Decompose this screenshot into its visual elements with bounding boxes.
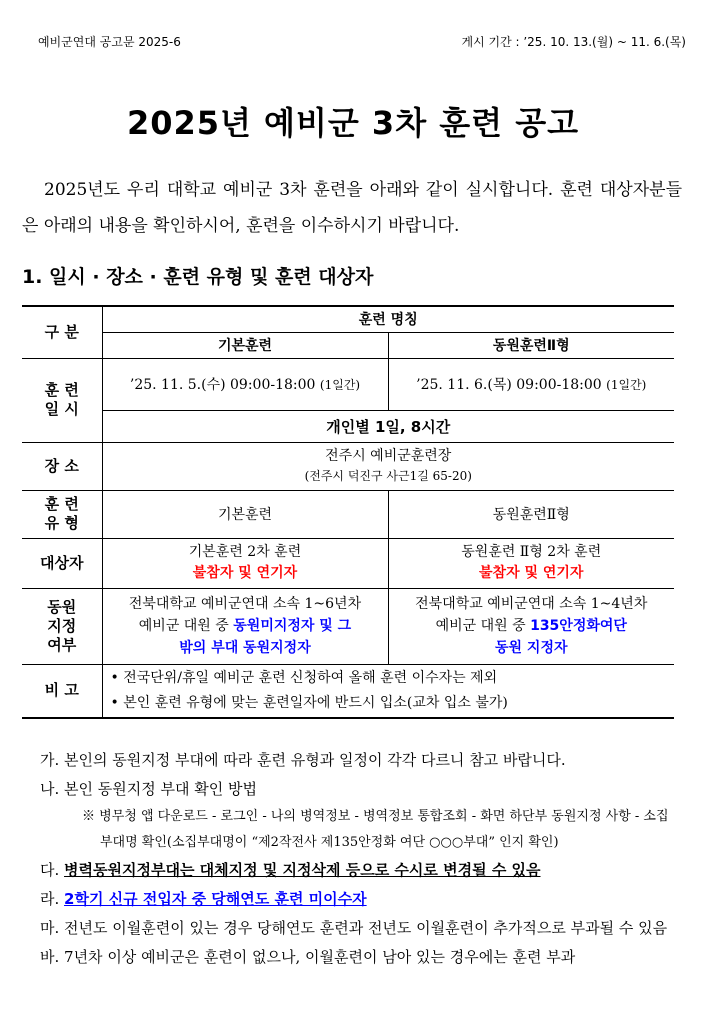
notice-number: 예비군연대 공고문 2025-6 bbox=[38, 35, 181, 49]
place-name: 전주시 예비군훈련장 bbox=[325, 448, 452, 464]
place-label: 장 소 bbox=[22, 442, 102, 490]
date-label: 훈 련 일 시 bbox=[22, 358, 102, 442]
note-ra: 라. 2학기 신규 전입자 중 당해연도 훈련 미이수자 bbox=[40, 890, 367, 908]
training-table bbox=[22, 305, 674, 719]
target-mob-absentees: 불참자 및 연기자 bbox=[479, 565, 584, 581]
mobilization-designation-basic: 전북대학교 예비군연대 소속 1~6년차 예비군 대원 중 동원미지정자 및 그 밖의 부대 동원지정자 bbox=[102, 588, 388, 664]
note-na: 나. 본인 동원지정 부대 확인 방법 bbox=[40, 780, 257, 798]
mobilization-designation-label: 동원 지정 여부 bbox=[22, 588, 102, 664]
col-mobilization-training: 동원훈련Ⅱ형 bbox=[388, 332, 674, 358]
per-person-duration: 개인별 1일, 8시간 bbox=[102, 410, 674, 442]
type-mobilization: 동원훈련Ⅱ형 bbox=[388, 490, 674, 538]
target-mobilization: 동원훈련 Ⅱ형 2차 훈련 불참자 및 연기자 bbox=[388, 538, 674, 588]
place-cell bbox=[102, 442, 674, 490]
target-basic: 기본훈련 2차 훈련 불참자 및 연기자 bbox=[102, 538, 388, 588]
notes-list bbox=[40, 746, 680, 972]
note-da-emphasis: 병력동원지정부대는 대체지정 및 지정삭제 등으로 수시로 변경될 수 있음 bbox=[64, 861, 541, 879]
note-da: 다. 병력동원지정부대는 대체지정 및 지정삭제 등으로 수시로 변경될 수 있음 bbox=[40, 861, 541, 879]
note-ba: 바. 7년차 이상 예비군은 훈련이 없으나, 이월훈련이 남아 있는 경우에는 훈련 부과 bbox=[40, 948, 576, 966]
note-ma: 마. 전년도 이월훈련이 있는 경우 당해연도 훈련과 전년도 이월훈련이 추가적으로 부과될 수 있음 bbox=[40, 919, 668, 937]
remark-item: • 본인 훈련 유형에 맞는 훈련일자에 반드시 입소(교차 입소 불가) bbox=[110, 694, 508, 711]
place-address: (전주시 덕진구 사근1길 65-20) bbox=[304, 469, 472, 483]
training-name-header: 훈련 명칭 bbox=[102, 306, 674, 332]
remark-item: • 전국단위/휴일 예비군 훈련 신청하여 올해 훈련 이수자는 제외 bbox=[110, 669, 498, 686]
page-title: 2025년 예비군 3차 훈련 공고 bbox=[126, 104, 580, 142]
note-ga: 가. 본인의 동원지정 부대에 따라 훈련 유형과 일정이 각각 다르니 참고 바랍니다. bbox=[40, 751, 566, 769]
note-na-detail: ※ 병무청 앱 다운로드 - 로그인 - 나의 병역정보 - 병역정보 통합조회 - 화면 하단부 동원지정 사항 - 소집부대명 확인(소집부대명이 “제2작전사 제135안정화 여단 ○○○부대” 인지 확인) bbox=[82, 809, 669, 850]
posting-period: 게시 기간 : ’25. 10. 13.(월) ~ 11. 6.(목) bbox=[461, 35, 686, 49]
target-label: 대상자 bbox=[22, 538, 102, 588]
intro-paragraph bbox=[22, 172, 682, 244]
date-basic: ’25. 11. 5.(수) 09:00-18:00 (1일간) bbox=[102, 358, 388, 410]
date-mobilization: ’25. 11. 6.(목) 09:00-18:00 (1일간) bbox=[388, 358, 674, 410]
type-basic: 기본훈련 bbox=[102, 490, 388, 538]
target-basic-absentees: 불참자 및 연기자 bbox=[192, 565, 298, 581]
gubun-label: 구 분 bbox=[22, 306, 102, 358]
type-label: 훈 련 유 형 bbox=[22, 490, 102, 538]
section-heading-1: 1. 일시 · 장소 · 훈련 유형 및 훈련 대상자 bbox=[22, 266, 374, 288]
col-basic-training: 기본훈련 bbox=[102, 332, 388, 358]
intro-text: 2025년도 우리 대학교 예비군 3차 훈련을 아래와 같이 실시합니다. 훈련 대상자분들은 아래의 내용을 확인하시어, 훈련을 이수하시기 바랍니다. bbox=[22, 180, 682, 236]
remarks-cell bbox=[102, 664, 674, 718]
note-ra-emphasis: 2학기 신규 전입자 중 당해연도 훈련 미이수자 bbox=[64, 890, 367, 908]
remarks-label: 비 고 bbox=[22, 664, 102, 718]
mobilization-designation-mob: 전북대학교 예비군연대 소속 1~4년차 예비군 대원 중 135안정화여단 동원 지정자 bbox=[388, 588, 674, 664]
